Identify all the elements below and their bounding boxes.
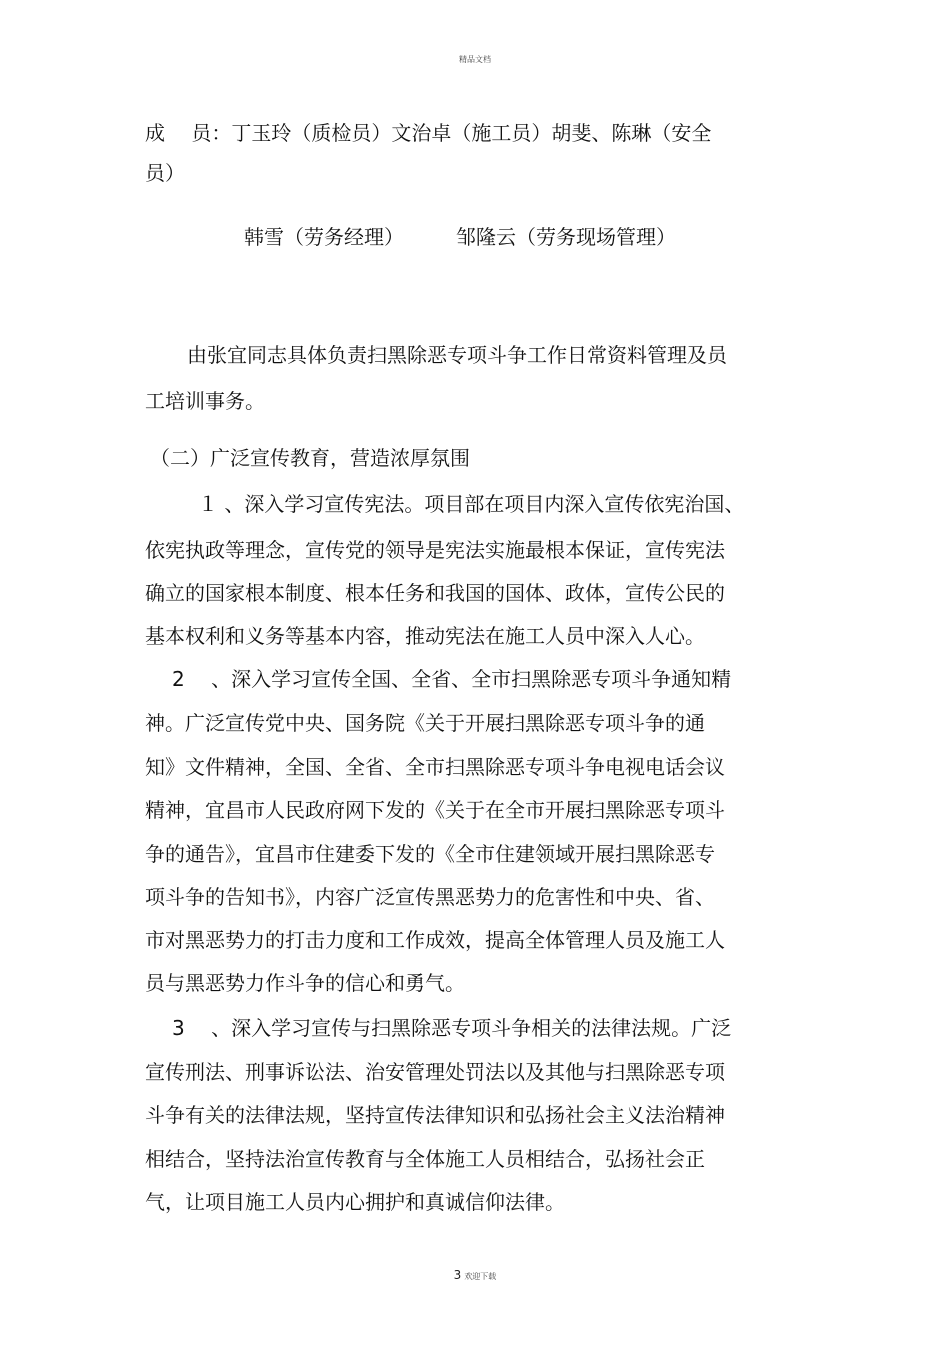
item1-line: 基本权利和义务等基本内容，推动宪法在施工人员中深入人心。 [145, 624, 705, 648]
members-line-3a: 韩雪（劳务经理） [244, 225, 404, 249]
members-line-1: 成 员：丁玉玲（质检员）文治卓（施工员）胡斐、陈琳（安全 [145, 121, 712, 145]
item2-line: 员与黑恶势力作斗争的信心和勇气。 [145, 971, 465, 995]
item1-line: 确立的国家根本制度、根本任务和我国的国体、政体，宣传公民的 [145, 581, 725, 605]
members-line-3b: 邹隆云（劳务现场管理） [456, 225, 676, 249]
item2-line: 2 、深入学习宣传全国、全省、全市扫黑除恶专项斗争通知精 [172, 667, 732, 691]
item3-line: 3 、深入学习宣传与扫黑除恶专项斗争相关的法律法规。广泛 [172, 1016, 732, 1040]
item1-line: １ 、深入学习宣传宪法。项目部在项目内深入宣传依宪治国、 [198, 492, 745, 516]
item2-line: 争的通告》，宜昌市住建委下发的《全市住建领域开展扫黑除恶专 [145, 842, 715, 866]
item2-line: 精神，宜昌市人民政府网下发的《关于在全市开展扫黑除恶专项斗 [145, 798, 725, 822]
responsible-line-2: 工培训事务。 [145, 389, 265, 413]
members-line-2: 员） [145, 161, 185, 185]
item3-line: 宣传刑法、刑事诉讼法、治安管理处罚法以及其他与扫黑除恶专项 [145, 1060, 725, 1084]
page-header: 精品文档 [459, 55, 491, 64]
item3-line: 斗争有关的法律法规，坚持宣传法律知识和弘扬社会主义法治精神 [145, 1103, 725, 1127]
page-footer [0, 1268, 950, 1282]
item1-line: 依宪执政等理念，宣传党的领导是宪法实施最根本保证，宣传宪法 [145, 538, 725, 562]
item2-line: 知》文件精神，全国、全省、全市扫黑除恶专项斗争电视电话会议 [145, 755, 725, 779]
section-title: （二）广泛宣传教育，营造浓厚氛围 [150, 446, 470, 470]
item2-line: 市对黑恶势力的打击力度和工作成效，提高全体管理人员及施工人 [145, 928, 725, 952]
responsible-line-1: 由张宜同志具体负责扫黑除恶专项斗争工作日常资料管理及员 [187, 343, 727, 367]
item3-line: 气，让项目施工人员内心拥护和真诚信仰法律。 [145, 1190, 565, 1214]
item2-line: 项斗争的告知书》，内容广泛宣传黑恶势力的危害性和中央、省、 [145, 885, 715, 909]
page-number: 3 [453, 1268, 462, 1282]
item2-line: 神。广泛宣传党中央、国务院《关于开展扫黑除恶专项斗争的通 [145, 711, 705, 735]
item3-line: 相结合，坚持法治宣传教育与全体施工人员相结合，弘扬社会正 [145, 1147, 705, 1171]
footer-text: 欢迎下载 [464, 1272, 497, 1281]
